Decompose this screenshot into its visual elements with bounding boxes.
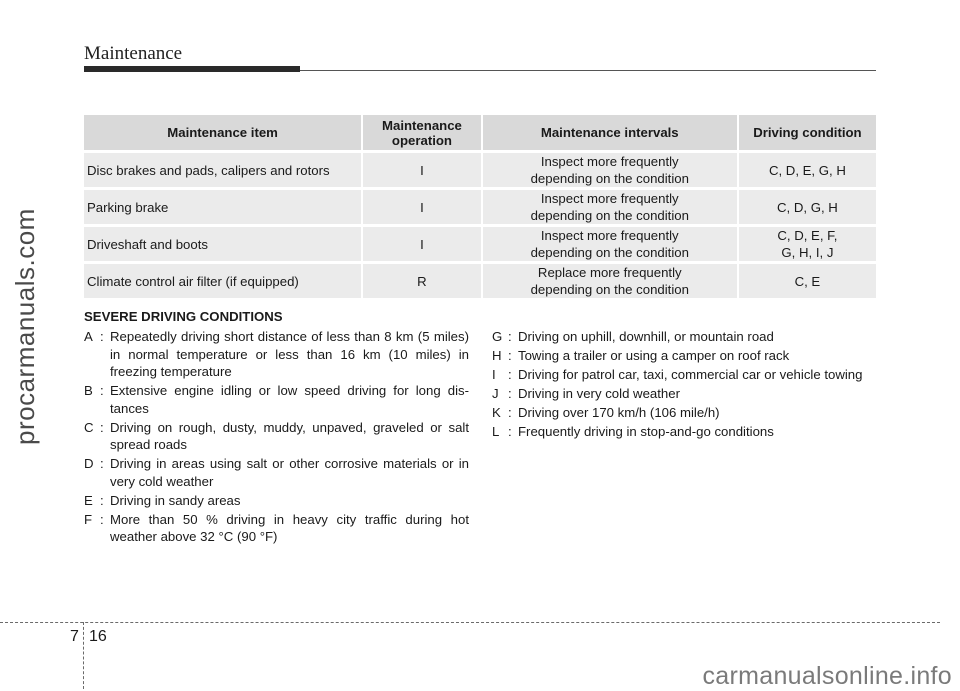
interval-line: depending on the condition xyxy=(530,171,689,186)
condition-text: Driving for patrol car, taxi, commercial car or vehicle towing xyxy=(518,367,863,382)
condition-text: Driving in areas using salt or other corrosive materials or in very cold weather xyxy=(110,456,469,489)
condition-line: C, D, E, F, xyxy=(777,228,838,243)
list-item: G : Driving on uphill, downhill, or mountain road xyxy=(492,328,882,346)
list-item: D : Driving in areas using salt or other corrosive materials or in very cold weather xyxy=(84,456,469,489)
table-row xyxy=(84,264,876,298)
interval-line: depending on the condition xyxy=(530,282,689,297)
list-item: I : Driving for patrol car, taxi, commercial car or vehicle towing xyxy=(492,366,882,384)
cell-condition xyxy=(737,227,876,261)
condition-letter: D xyxy=(84,456,94,471)
conditions-list-left xyxy=(84,328,469,547)
cell-interval xyxy=(481,190,737,224)
condition-line: C, D, G, H xyxy=(777,199,838,215)
page-number: 16 xyxy=(89,628,107,645)
cell-operation: R xyxy=(361,264,481,298)
footer-divider xyxy=(0,622,940,623)
condition-letter: J xyxy=(492,386,499,401)
condition-text: Repeatedly driving short distance of less than 8 km (5 miles) in normal temperature or less than 16 km (10 miles) in freezing temperature xyxy=(110,329,469,379)
list-item: F : More than 50 % driving in heavy city traffic during hot weather above 32 °C (90 °F) xyxy=(84,511,469,544)
condition-letter: I xyxy=(492,367,496,382)
cell-operation: I xyxy=(361,153,481,187)
table-row xyxy=(84,153,876,187)
bottom-watermark: carmanualsonline.info xyxy=(702,662,952,690)
interval-line: Inspect more frequently xyxy=(540,191,679,206)
condition-text: More than 50 % driving in heavy city traffic during hot weather above 32 °C (90 °F) xyxy=(110,511,469,544)
header-bar xyxy=(84,66,300,72)
condition-text: Frequently driving in stop-and-go conditions xyxy=(518,424,774,439)
cell-item: Driveshaft and boots xyxy=(84,227,361,261)
page-header-title: Maintenance xyxy=(84,43,183,64)
cell-condition xyxy=(737,190,876,224)
list-item: E : Driving in sandy areas xyxy=(84,492,469,510)
condition-letter: G xyxy=(492,329,503,344)
header-maintenance-item: Maintenance item xyxy=(84,115,361,150)
list-item: C : Driving on rough, dusty, muddy, unpaved, graveled or salt spread roads xyxy=(84,419,469,452)
list-item: H : Towing a trailer or using a camper on roof rack xyxy=(492,347,882,365)
condition-letter: K xyxy=(492,405,501,420)
condition-letter: L xyxy=(492,424,500,439)
cell-interval xyxy=(481,227,737,261)
maintenance-table xyxy=(84,112,876,301)
list-item: B : Extensive engine idling or low speed driving for long dis- tances xyxy=(84,383,469,416)
cell-item: Climate control air filter (if equipped) xyxy=(84,264,361,298)
condition-text: Driving over 170 km/h (106 mile/h) xyxy=(518,405,720,420)
condition-text: Driving in very cold weather xyxy=(518,386,680,401)
cell-operation: I xyxy=(361,190,481,224)
condition-letter: H xyxy=(492,348,502,363)
cell-item: Disc brakes and pads, calipers and rotors xyxy=(84,153,361,187)
cell-interval xyxy=(481,153,737,187)
side-watermark: procarmanuals.com xyxy=(10,208,40,445)
interval-line: Inspect more frequently xyxy=(540,228,679,243)
interval-line: depending on the condition xyxy=(530,208,689,223)
condition-text: Towing a trailer or using a camper on roof rack xyxy=(518,348,790,363)
interval-line: Replace more frequently xyxy=(537,265,682,280)
condition-text: Driving in sandy areas xyxy=(110,492,241,508)
condition-text: Driving on rough, dusty, muddy, unpaved, graveled or salt spread roads xyxy=(110,419,469,452)
chapter-number: 7 xyxy=(70,628,79,645)
interval-line: Inspect more frequently xyxy=(540,154,679,169)
condition-text: Driving on uphill, downhill, or mountain road xyxy=(518,329,774,344)
header-rule xyxy=(300,70,876,71)
condition-text: Extensive engine idling or low speed driving for long dis- tances xyxy=(110,383,469,416)
conditions-list-right xyxy=(492,328,882,442)
condition-line: G, H, I, J xyxy=(781,245,834,260)
condition-letter: B xyxy=(84,383,93,398)
list-item: J : Driving in very cold weather xyxy=(492,385,882,403)
table-row xyxy=(84,227,876,261)
condition-letter: E xyxy=(84,492,93,508)
cell-condition xyxy=(737,153,876,187)
list-item: L : Frequently driving in stop-and-go conditions xyxy=(492,423,882,441)
cell-interval xyxy=(481,264,737,298)
condition-line: C, D, E, G, H xyxy=(768,162,846,178)
condition-letter: C xyxy=(84,419,94,435)
cell-operation: I xyxy=(361,227,481,261)
cell-item: Parking brake xyxy=(84,190,361,224)
list-item: K : Driving over 170 km/h (106 mile/h) xyxy=(492,404,882,422)
interval-line: depending on the condition xyxy=(530,245,689,260)
footer-vertical-divider xyxy=(83,622,84,689)
condition-letter: A xyxy=(84,329,93,344)
list-item: A : Repeatedly driving short distance of less than 8 km (5 miles) in normal temperature or less than 16 km (10 miles) in freezing temperature xyxy=(84,329,469,379)
severe-conditions-title: SEVERE DRIVING CONDITIONS xyxy=(84,309,283,324)
table-header-row xyxy=(84,115,876,150)
header-driving-condition: Driving condition xyxy=(737,115,876,150)
table-row xyxy=(84,190,876,224)
condition-letter: F xyxy=(84,511,93,527)
cell-condition xyxy=(737,264,876,298)
header-maintenance-operation: Maintenance operation xyxy=(361,115,481,150)
header-maintenance-intervals: Maintenance intervals xyxy=(481,115,737,150)
condition-line: C, E xyxy=(794,273,821,289)
